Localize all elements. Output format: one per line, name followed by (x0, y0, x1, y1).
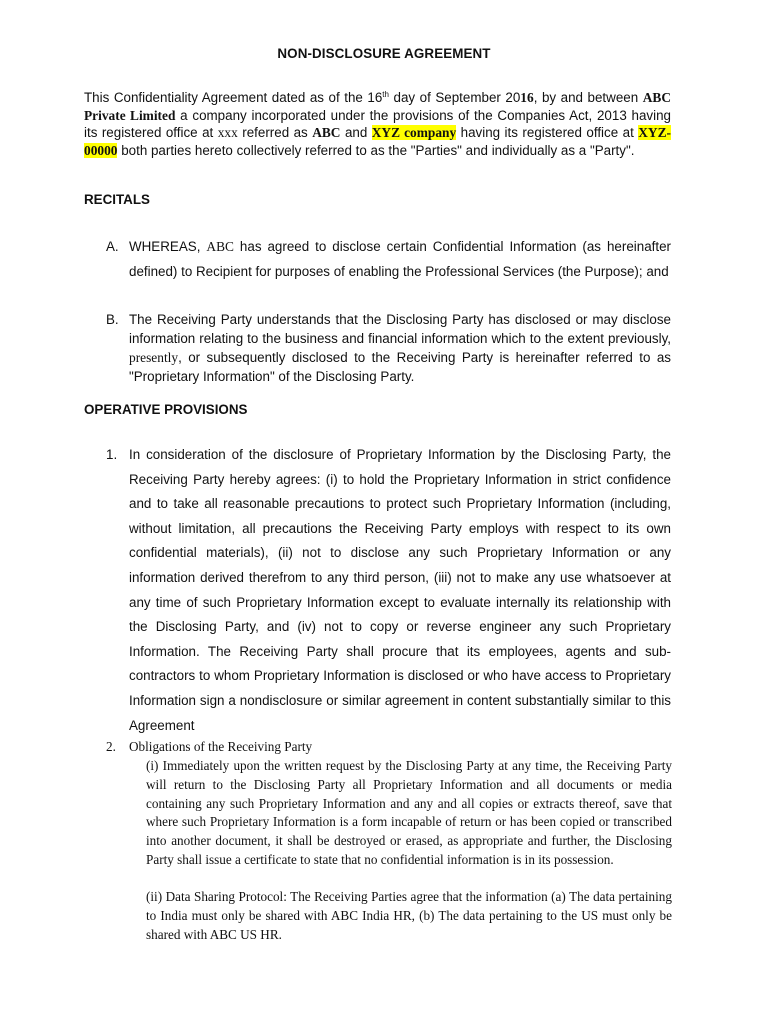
provision-1-marker: 1. (106, 447, 118, 462)
party-one-name: ABC Private Limited (84, 90, 671, 123)
intro-text: having its registered office at (456, 125, 639, 140)
intro-ordinal-suffix: th (382, 90, 389, 99)
recital-b-text (129, 310, 671, 386)
operative-provisions-heading: OPERATIVE PROVISIONS (84, 402, 248, 417)
intro-text: This Confidentiality Agreement dated as of the 16 (84, 90, 383, 105)
intro-text: both parties hereto collectively referred to as the "Parties" and individually as a "Party". (117, 142, 635, 158)
recital-a-text-part: WHEREAS, (129, 239, 207, 254)
recital-a-party-name: ABC (206, 239, 234, 254)
party-one-office: xxx (217, 125, 238, 140)
recital-b-serif-word: presently (129, 350, 179, 365)
recitals-heading: RECITALS (84, 192, 150, 207)
document-title: NON-DISCLOSURE AGREEMENT (277, 46, 491, 61)
recital-a-text (129, 234, 671, 284)
provision-2-title: Obligations of the Receiving Party (129, 739, 313, 754)
provision-2-clause-ii: (ii) Data Sharing Protocol: The Receiving Parties agree that the information (a) The data pertaining to India must only be shared with ABC India HR, (b) The data pertaining to the US must only be shared with ABC US HR. (146, 889, 672, 942)
intro-text: , by and between (533, 90, 643, 105)
intro-paragraph (84, 89, 671, 159)
party-two-name-highlight: XYZ company (371, 125, 457, 140)
recital-a-marker: A. (106, 239, 119, 254)
recital-a-text-part: has agreed to disclose certain Confidential Information (as hereinafter defined) to Recipient for purposes of enabling the Professional Services (the Purpose); and (129, 239, 671, 279)
party-one-short-name: ABC (312, 125, 341, 140)
intro-text: and (340, 125, 372, 140)
provision-1-text: In consideration of the disclosure of Proprietary Information by the Disclosing Party, the Receiving Party hereby agrees: (i) to hold the Proprietary Information in strict confidence and to take all reasonable precautions to protect such Proprietary Information (including, without limitation, all precautions the Receiving Party employs with respect to its own confidential materials), (ii) not to disclose any such Proprietary Information or any information derived therefrom to any third person, (iii) not to make any use whatsoever at any time of such Proprietary Information except to evaluate internally its relationship with the Disclosing Party, and (iv) not to copy or reverse engineer any such Proprietary Information. The Receiving Party shall procure that its employees, agents and sub-contractors to whom Proprietary Information is disclosed or who have access to Proprietary Information sign a nondisclosure or similar agreement in content substantially similar to this Agreement (129, 447, 671, 733)
party-two-office-highlight: XYZ-00000 (84, 125, 671, 158)
recital-b-text-part: The Receiving Party understands that the Disclosing Party has disclosed or may disclose information relating to the business and financial information which to the extent previously, (129, 312, 671, 346)
provision-2-clause-i: (i) Immediately upon the written request by the Disclosing Party at any time, the Receiving Party will return to the Disclosing Party all Proprietary Information and all documents or media containing any such Proprietary Information and any and all copies or extracts thereof, save that where such Proprietary Information is a form incapable of return or has been copied or transcribed into another document, it shall be destroyed or erased, as appropriate and further, the Disclosing Party shall issue a certificate to state that no confidential information is in its possession. (146, 758, 672, 867)
intro-text: day of September 20 (388, 90, 521, 105)
intro-text: a company incorporated under the provisions of the Companies Act, 2013 having its registered office at (84, 107, 671, 140)
provision-2-marker: 2. (106, 739, 116, 754)
intro-year-digit: 6 (527, 90, 534, 105)
intro-year-digit: 1 (520, 90, 527, 105)
intro-text: referred as (237, 125, 313, 140)
recital-b-marker: B. (106, 312, 119, 327)
recital-b-text-part: , or subsequently disclosed to the Receiving Party is hereinafter referred to as "Proprietary Information" of the Disclosing Party. (129, 350, 671, 384)
